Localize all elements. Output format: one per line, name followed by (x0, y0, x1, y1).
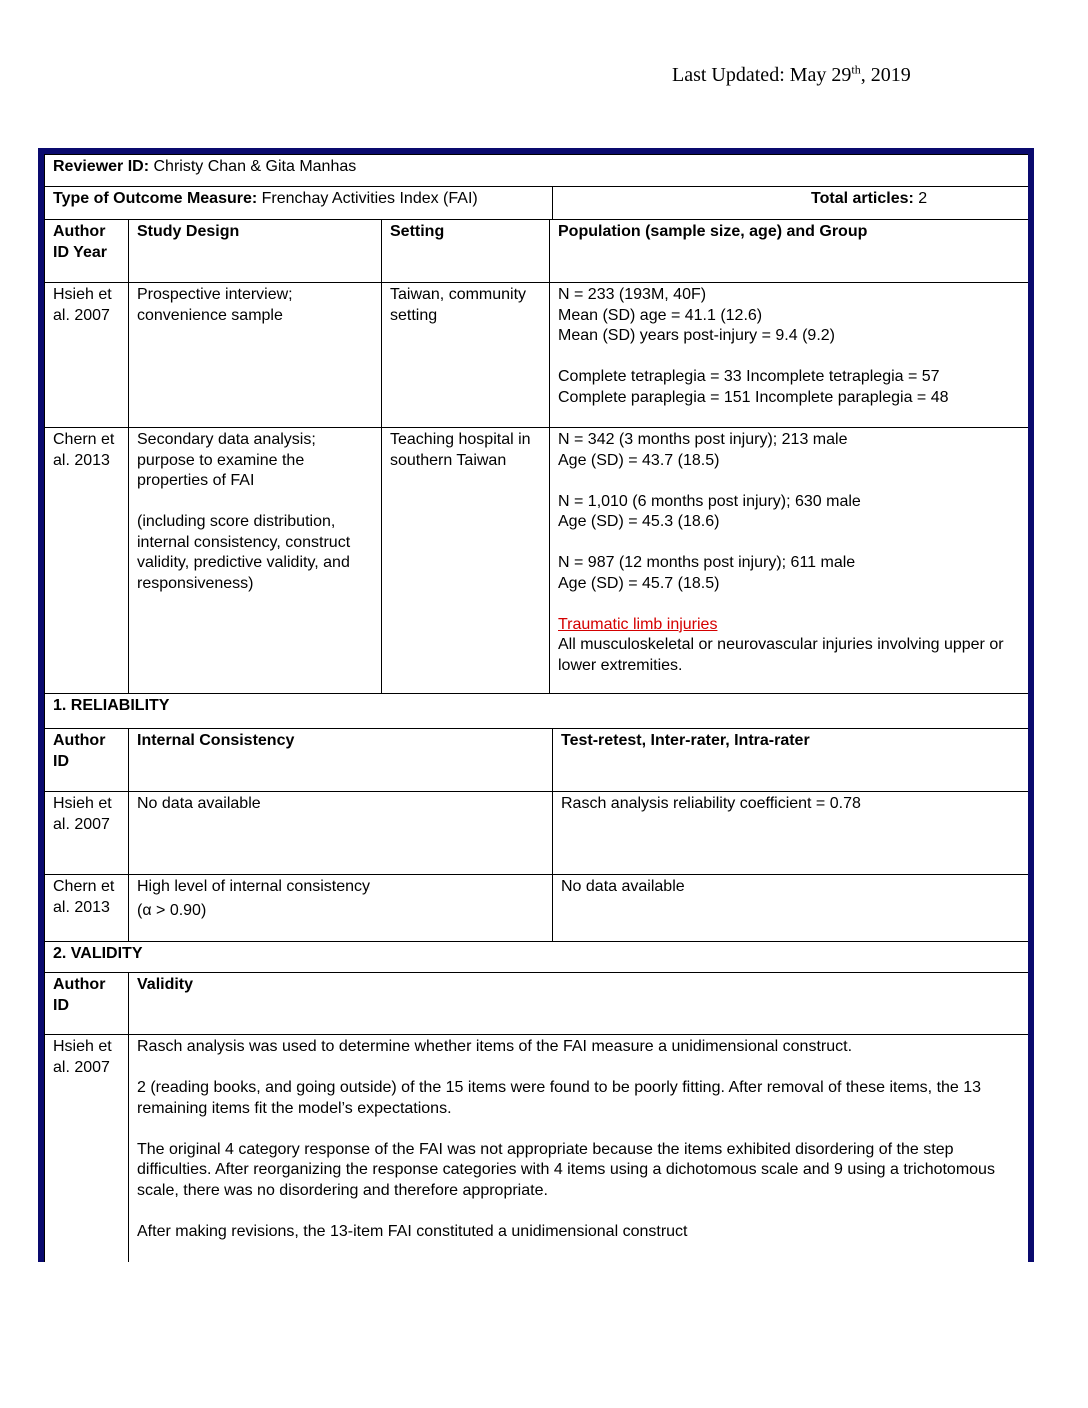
header-author-id-year: Author ID Year (45, 220, 129, 283)
study-setting: Taiwan, community setting (382, 283, 550, 428)
traumatic-limb-injuries-link[interactable]: Traumatic limb injuries (558, 615, 718, 633)
reliability-section-row (45, 694, 1029, 729)
population-line: Age (SD) = 43.7 (18.5) (558, 451, 720, 469)
header-validity: Validity (129, 973, 1029, 1035)
validity-paragraph: The original 4 category response of the FAI was not appropriate because the items exhibited disordering of the step difficulties. After reorganizing the response categories with 4 items using a dichotomous scale and 9 using a trichotomous scale, there was no disordering and therefore appropriate. (137, 1140, 995, 1199)
reliability-author: Hsieh et al. 2007 (45, 792, 129, 875)
validity-paragraph: Rasch analysis was used to determine whether items of the FAI measure a unidimensional construct. (137, 1038, 853, 1055)
outcome-row (45, 187, 1029, 220)
total-articles-cell (553, 187, 1029, 220)
reliability-section-title: 1. RELIABILITY (45, 694, 1029, 729)
outcome-label: Type of Outcome Measure: (53, 190, 258, 207)
total-articles-value: 2 (918, 190, 928, 207)
header-author-id: Author ID (45, 973, 129, 1035)
test-retest-value: Rasch analysis reliability coefficient = 0.78 (553, 792, 1029, 875)
reliability-header-row (45, 729, 1029, 792)
internal-consistency-value: No data available (129, 792, 553, 875)
header-internal-consistency: Internal Consistency (129, 729, 553, 792)
outcome-cell (45, 187, 553, 220)
study-design-text: Prospective interview; convenience sample (137, 286, 293, 324)
test-retest-value: No data available (553, 875, 1029, 942)
study-population (550, 428, 1029, 694)
study-design (129, 283, 382, 428)
reliability-author: Chern et al. 2013 (45, 875, 129, 942)
header-population: Population (sample size, age) and Group (550, 220, 1029, 283)
header-author-id: Author ID (45, 729, 129, 792)
study-author: Chern et al. 2013 (45, 428, 129, 694)
study-row-hsieh (45, 283, 1029, 428)
study-design-text: (including score distribution, internal consistency, construct validity, predictive validity, and responsiveness) (137, 513, 351, 592)
header-test-retest: Test-retest, Inter-rater, Intra-rater (553, 729, 1029, 792)
validity-header-row (45, 973, 1029, 1035)
reviewer-label: Reviewer ID: (53, 158, 150, 175)
population-line: All musculoskeletal or neurovascular injuries involving upper or lower extremities. (558, 636, 1004, 674)
review-table (44, 154, 1029, 1262)
population-line: Complete paraplegia = 151 Incomplete paraplegia = 48 (558, 388, 949, 406)
validity-text (129, 1035, 1029, 1263)
population-line: Age (SD) = 45.3 (18.6) (558, 513, 720, 530)
header-study-design: Study Design (129, 220, 382, 283)
study-design-text: Secondary data analysis; purpose to examine the properties of FAI (137, 431, 316, 489)
total-articles-label: Total articles: (811, 190, 914, 207)
validity-paragraph: After making revisions, the 13-item FAI constituted a unidimensional construct (137, 1222, 688, 1240)
internal-consistency-value: High level of internal consistency (α > 0.90) (129, 875, 553, 942)
population-line: Mean (SD) age = 41.1 (12.6) (558, 306, 763, 324)
study-header-row (45, 220, 1029, 283)
reliability-row-chern (45, 875, 1029, 942)
study-row-chern (45, 428, 1029, 694)
header-setting: Setting (382, 220, 550, 283)
validity-row-hsieh (45, 1035, 1029, 1263)
population-line: Mean (SD) years post-injury = 9.4 (9.2) (558, 327, 835, 344)
reviewer-value: Christy Chan & Gita Manhas (153, 158, 357, 175)
reviewer-cell (45, 155, 1029, 187)
last-updated: Last Updated: May 29th, 2019 (672, 62, 911, 86)
outcome-value: Frenchay Activities Index (FAI) (261, 190, 478, 207)
date-superscript: th (851, 62, 861, 77)
study-design (129, 428, 382, 694)
reliability-row-hsieh (45, 792, 1029, 875)
population-line: N = 342 (3 months post injury); 213 male (558, 431, 848, 448)
study-population (550, 283, 1029, 428)
validity-section-row (45, 942, 1029, 973)
population-line: N = 987 (12 months post injury); 611 male (558, 554, 856, 571)
validity-section-title: 2. VALIDITY (45, 942, 1029, 973)
validity-author: Hsieh et al. 2007 (45, 1035, 129, 1263)
population-line: Age (SD) = 45.7 (18.5) (558, 574, 720, 592)
review-frame (38, 148, 1034, 1262)
reviewer-row (45, 155, 1029, 187)
population-line: N = 233 (193M, 40F) (558, 286, 707, 303)
validity-paragraph: 2 (reading books, and going outside) of the 15 items were found to be poorly fitting. After removal of these items, the 13 remaining items fit the model’s expectations. (137, 1079, 982, 1117)
population-line: N = 1,010 (6 months post injury); 630 male (558, 492, 861, 510)
population-line: Complete tetraplegia = 33 Incomplete tetraplegia = 57 (558, 368, 940, 385)
study-setting: Teaching hospital in southern Taiwan (382, 428, 550, 694)
study-author: Hsieh et al. 2007 (45, 283, 129, 428)
